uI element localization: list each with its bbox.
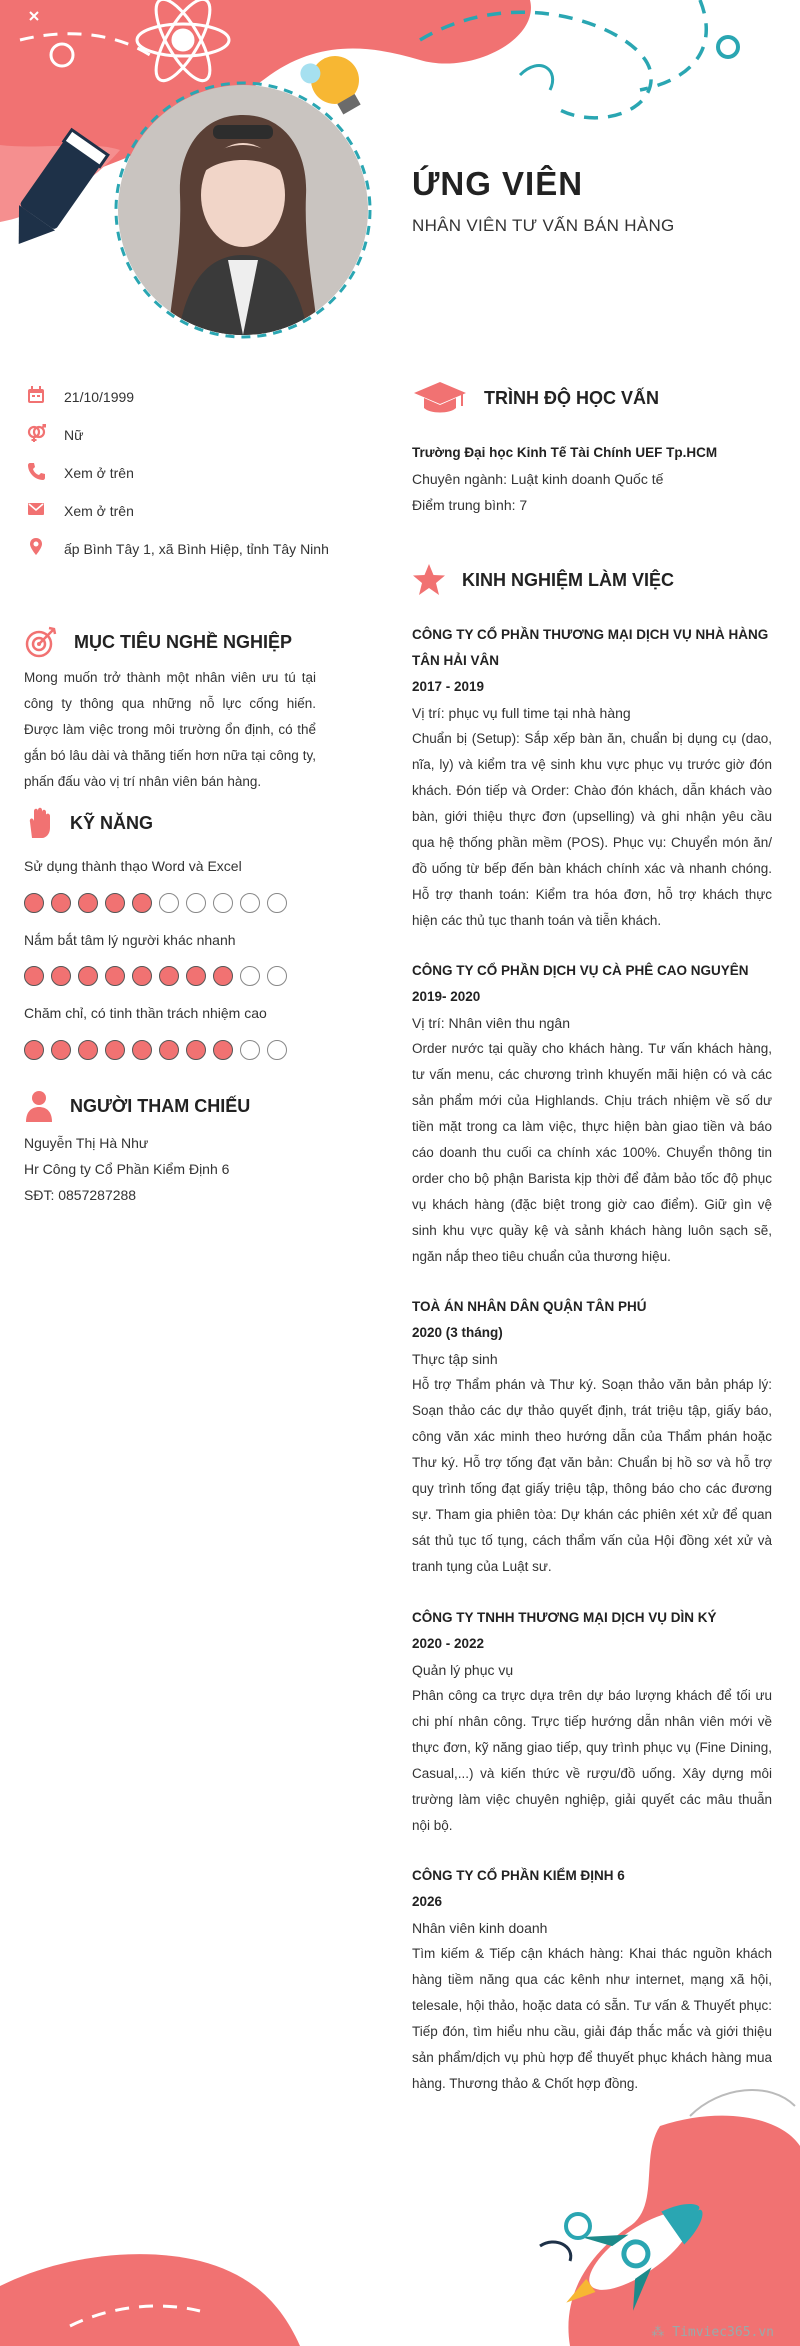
job-description: Hỗ trợ Thẩm phán và Thư ký. Soạn thảo văn bản pháp lý: Soạn thảo các dự thảo quyết định, trát triệu tập, giấy báo, công văn xác minh theo hướng dẫn của Thẩm phán hoặc Thư ký. Hỗ trợ tống đạt văn bản: Chuẩn bị hồ sơ và hỗ trợ quy trình tống đạt giấy triệu tập, thông báo cho các đương sự. Tham gia phiên tòa: Dự khán các phiên xét xử để quan sát thủ tục tố tụng, cách thẩm vấn của Hội đồng xét xử và tranh tụng của Luật sư. — [412, 1377, 772, 1574]
job-description: Chuẩn bị (Setup): Sắp xếp bàn ăn, chuẩn bị dụng cụ (dao, nĩa, ly) và kiểm tra vệ sinh khu vực phục vụ trước giờ đón khách. Đón tiếp và Order: Chào đón khách, dẫn khách vào bàn, giới thiệu thực đơn (upselling) và ghi nhận yêu cầu qua hệ thống phần mềm (POS). Phục vụ: Chuyển món ăn/đồ uống từ bếp đến bàn khách chính xác và nhanh chóng. Hỗ trợ thanh toán: Kiểm tra hóa đơn, hỗ trợ khách thực hiện các thủ tục thanh toán và tiễn khách. — [412, 731, 772, 928]
person-icon — [24, 1090, 54, 1122]
reference-heading — [24, 1090, 250, 1122]
reference-company: Hr Công ty Cổ Phần Kiểm Định 6 — [24, 1161, 230, 1177]
skill-dot-filled — [105, 966, 125, 986]
education-heading — [412, 380, 659, 416]
skill-dot-filled — [24, 893, 44, 913]
objective-title: MỤC TIÊU NGHỀ NGHIỆP — [74, 631, 293, 652]
email-text: Xem ở trên — [64, 503, 134, 519]
skill-dot-empty — [240, 966, 260, 986]
watermark-text: Timviec365.vn — [672, 2325, 774, 2340]
job-role: Quản lý phục vụ — [412, 1662, 514, 1678]
header-decoration — [0, 0, 800, 360]
job-description: Phân công ca trực dựa trên dự báo lượng khách để tối ưu chi phí nhân công. Trực tiếp hướng dẫn nhân viên mới về thực đơn, kỹ năng giao tiếp, quy trình phục vụ (Fine Dining, Casual,...) và kiến thức về rượu/đồ uống. Xây dựng môi trường làm việc chuyên nghiệp, giải quyết các mâu thuẫn nội bộ. — [412, 1688, 772, 1833]
gender-text: Nữ — [64, 427, 84, 443]
skill-rating-dots — [24, 966, 287, 986]
skill-dot-filled — [186, 966, 206, 986]
education-details — [412, 440, 772, 518]
phone-text: Xem ở trên — [64, 465, 134, 481]
skill-dot-filled — [159, 966, 179, 986]
skill-dot-filled — [159, 1040, 179, 1060]
skill-dot-empty — [267, 893, 287, 913]
avatar — [118, 85, 368, 335]
contact-gender — [26, 423, 334, 447]
job-company: CÔNG TY CỔ PHẦN DỊCH VỤ CÀ PHÊ CAO NGUYÊN — [412, 963, 749, 978]
job-entry — [412, 1863, 772, 2097]
education-gpa: Điểm trung bình: 7 — [412, 497, 528, 513]
job-role: Thực tập sinh — [412, 1351, 498, 1367]
skill-dot-empty — [240, 893, 260, 913]
skill-label: Nắm bắt tâm lý người khác nhanh — [24, 932, 236, 948]
job-period: 2020 (3 tháng) — [412, 1325, 503, 1340]
job-period: 2026 — [412, 1894, 443, 1909]
skill-dot-filled — [105, 1040, 125, 1060]
job-entry — [412, 958, 772, 1270]
job-entry — [412, 1605, 772, 1839]
skill-dot-filled — [51, 966, 71, 986]
education-major: Chuyên ngành: Luật kinh doanh Quốc tế — [412, 471, 664, 487]
skill-dot-empty — [159, 893, 179, 913]
skill-rating-dots — [24, 1040, 287, 1060]
skill-dot-empty — [213, 893, 233, 913]
job-entry — [412, 622, 772, 934]
skill-dot-empty — [267, 1040, 287, 1060]
address-text: ấp Bình Tây 1, xã Bình Hiệp, tỉnh Tây Ninh — [64, 541, 329, 557]
job-company: TOÀ ÁN NHÂN DÂN QUẬN TÂN PHÚ — [412, 1299, 647, 1314]
skill-dot-filled — [213, 966, 233, 986]
skill-dot-filled — [51, 893, 71, 913]
watermark: ⁂ Timviec365.vn — [651, 2325, 774, 2340]
skill-dot-filled — [24, 966, 44, 986]
reference-name: Nguyễn Thị Hà Như — [24, 1135, 149, 1151]
job-role: Vị trí: phục vụ full time tại nhà hàng — [412, 705, 631, 721]
calendar-icon — [26, 385, 46, 405]
contact-phone — [26, 461, 334, 485]
footer-decoration — [0, 2086, 800, 2346]
skill-dot-empty — [186, 893, 206, 913]
skill-rating-dots — [24, 893, 287, 913]
job-company: CÔNG TY TNHH THƯƠNG MẠI DỊCH VỤ DÌN KÝ — [412, 1610, 717, 1625]
email-icon — [26, 499, 46, 519]
gender-icon — [26, 423, 46, 443]
job-period: 2017 - 2019 — [412, 679, 485, 694]
reference-title: NGƯỜI THAM CHIẾU — [70, 1095, 251, 1116]
education-title: TRÌNH ĐỘ HỌC VẤN — [484, 387, 659, 408]
school-name: Trường Đại học Kinh Tế Tài Chính UEF Tp.HCM — [412, 445, 718, 460]
skill-dot-filled — [213, 1040, 233, 1060]
skill-dot-filled — [24, 1040, 44, 1060]
skill-dot-filled — [105, 893, 125, 913]
experience-heading — [412, 563, 674, 597]
job-period: 2019- 2020 — [412, 989, 481, 1004]
skills-title: KỸ NĂNG — [70, 812, 154, 833]
skill-dot-empty — [267, 966, 287, 986]
skill-dot-filled — [78, 893, 98, 913]
candidate-name: ỨNG VIÊN — [412, 165, 584, 202]
skill-dot-filled — [186, 1040, 206, 1060]
experience-title: KINH NGHIỆM LÀM VIỆC — [462, 569, 675, 590]
graduation-cap-icon — [412, 380, 468, 416]
skill-label: Sử dụng thành thạo Word và Excel — [24, 858, 242, 874]
hand-icon — [24, 806, 54, 840]
skill-dot-filled — [132, 893, 152, 913]
job-company: CÔNG TY CỔ PHẦN THƯƠNG MẠI DỊCH VỤ NHÀ HÀNG TÂN HẢI VÂN — [412, 627, 769, 668]
skill-dot-filled — [78, 1040, 98, 1060]
target-icon — [24, 625, 58, 659]
star-icon — [412, 563, 446, 597]
skill-dot-filled — [132, 966, 152, 986]
phone-icon — [26, 461, 46, 481]
job-title: NHÂN VIÊN TƯ VẤN BÁN HÀNG — [412, 216, 675, 235]
skill-dot-filled — [78, 966, 98, 986]
skill-label: Chăm chỉ, có tinh thần trách nhiệm cao — [24, 1005, 267, 1021]
job-company: CÔNG TY CỔ PHẦN KIỂM ĐỊNH 6 — [412, 1868, 625, 1883]
contact-birthday — [26, 385, 334, 409]
job-description: Order nước tại quầy cho khách hàng. Tư vấn khách hàng, tư vấn menu, các chương trình khuyến mãi hiện có và các sản phẩm mới của Highlands. Chịu trách nhiệm về số dư tiền mặt trong ca làm việc, thực hiện bàn giao tiền và báo cáo doanh thu cuối ca chính xác 100%. Chuyển thông tin order cho bộ phận Barista kịp thời để đảm bảo tốc độ phục vụ khách hàng (đặc biệt trong giờ cao điểm). Giữ gìn vệ sinh khu vực quầy kệ và sảnh khách hàng luôn sạch sẽ, ngăn nắp theo tiêu chuẩn của thương hiệu. — [412, 1041, 772, 1264]
job-period: 2020 - 2022 — [412, 1636, 485, 1651]
skill-dot-filled — [51, 1040, 71, 1060]
contact-email — [26, 499, 334, 523]
skills-heading — [24, 806, 153, 840]
objective-heading — [24, 625, 292, 659]
skill-dot-empty — [240, 1040, 260, 1060]
reference-phone: SĐT: 0857287288 — [24, 1187, 137, 1203]
skill-dot-filled — [132, 1040, 152, 1060]
objective-text: Mong muốn trở thành một nhân viên ưu tú tại công ty thông qua những nỗ lực cống hiến. Được làm việc trong môi trường ổn định, có thể gắn bó lâu dài và thăng tiến hơn nữa tại công ty, phấn đấu vào vị trí nhân viên bán hàng. — [24, 670, 316, 789]
birthday-text: 21/10/1999 — [64, 389, 135, 405]
contact-address — [26, 537, 334, 561]
job-role: Vị trí: Nhân viên thu ngân — [412, 1015, 570, 1031]
location-icon — [26, 537, 46, 557]
job-description: Tìm kiếm & Tiếp cận khách hàng: Khai thác nguồn khách hàng tiềm năng qua các kênh như internet, mạng xã hội, telesale, hội thảo, hoặc data có sẵn. Tư vấn & Thuyết phục: Tiếp đón, tìm hiểu nhu cầu, giải đáp thắc mắc và giới thiệu sản phẩm/dịch vụ phù hợp để thuyết phục khách hàng mua hàng. Thương thảo & Chốt hợp đồng. — [412, 1946, 772, 2091]
job-role: Nhân viên kinh doanh — [412, 1920, 548, 1936]
job-entry — [412, 1294, 772, 1580]
reference-details — [24, 1130, 229, 1208]
